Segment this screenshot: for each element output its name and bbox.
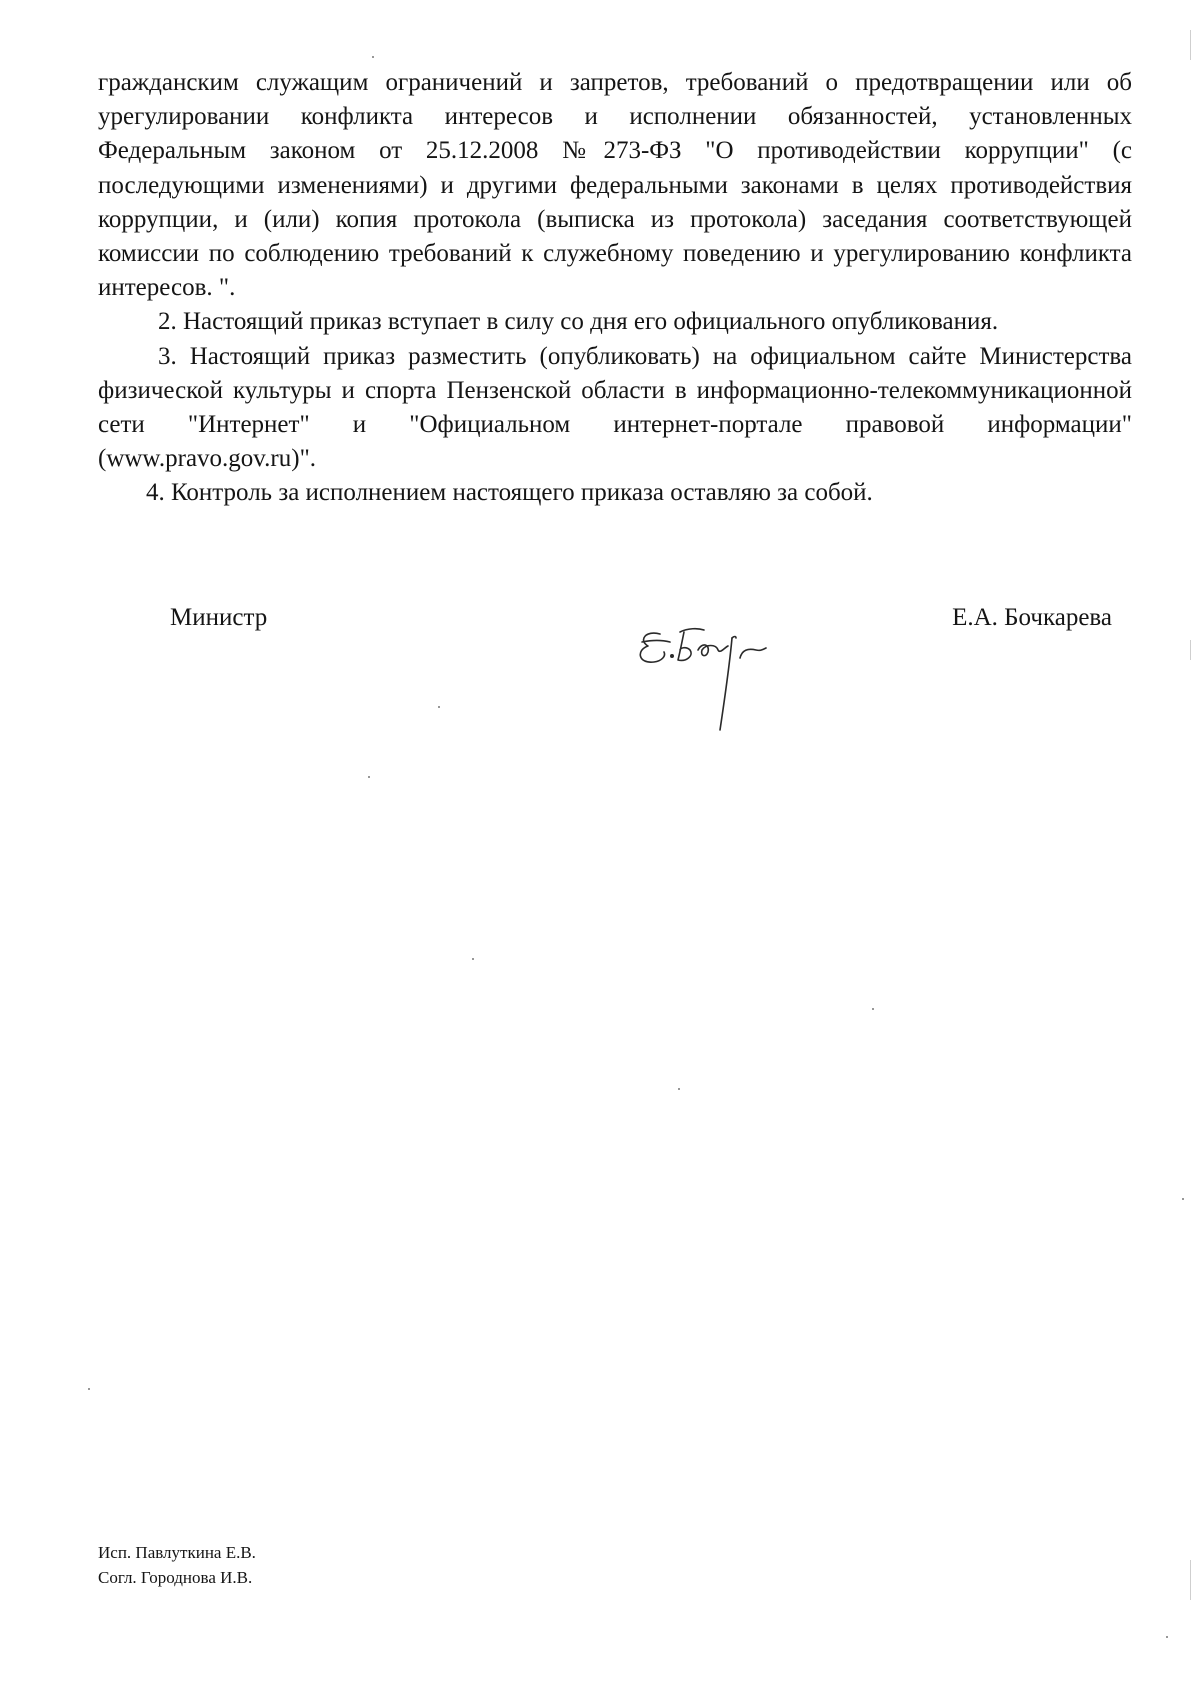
signatory-name: Е.А. Бочкарева bbox=[952, 604, 1112, 631]
scan-speck bbox=[872, 1008, 874, 1010]
paragraph-item-3: 3. Настоящий приказ разместить (опубликовать) на официальном сайте Министерства физической культуры и спорта Пензенской области в информационно-телекоммуникационной сети "Интернет" и "Официальном интернет-портале правовой информации" (www.pravo.gov.ru)". bbox=[98, 342, 1132, 473]
document-body bbox=[98, 66, 1132, 511]
paragraph-item-4: 4. Контроль за исполнением настоящего приказа оставляю за собой. bbox=[146, 479, 873, 507]
scan-speck bbox=[1166, 1636, 1168, 1638]
scan-edge-mark bbox=[1190, 640, 1191, 660]
scan-speck bbox=[368, 776, 370, 778]
scan-edge-mark bbox=[1190, 1560, 1191, 1600]
scan-speck bbox=[678, 1088, 680, 1090]
document-footer bbox=[98, 1540, 256, 1590]
scan-speck bbox=[438, 706, 440, 708]
footer-executor: Исп. Павлуткина Е.В. bbox=[98, 1543, 256, 1562]
paragraph-continuation: гражданским служащим ограничений и запретов, требований о предотвращении или об урегулировании конфликта интересов и исполнении обязанностей, установленных Федеральным законом от 25.12.2008 №273-ФЗ "О противодействии коррупции" (с последующими изменениями) и другими федеральными законами в целях противодействия коррупции, и (или) копия протокола (выписка из протокола) заседания соответствующей комиссии по соблюдению требований к служебному поведению и урегулированию конфликта интересов. ". bbox=[98, 69, 1132, 302]
signatory-position: Министр bbox=[170, 604, 268, 631]
paragraph-item-2: 2. Настоящий приказ вступает в силу со дня его официального опубликования. bbox=[158, 308, 999, 336]
footer-agreed: Согл. Городнова И.В. bbox=[98, 1568, 253, 1587]
scan-edge-mark bbox=[1190, 30, 1191, 60]
scan-speck bbox=[372, 56, 374, 58]
handwritten-signature-icon bbox=[632, 620, 802, 740]
scan-speck bbox=[88, 1388, 90, 1390]
scan-speck bbox=[472, 958, 474, 960]
scan-speck bbox=[1182, 1198, 1184, 1200]
